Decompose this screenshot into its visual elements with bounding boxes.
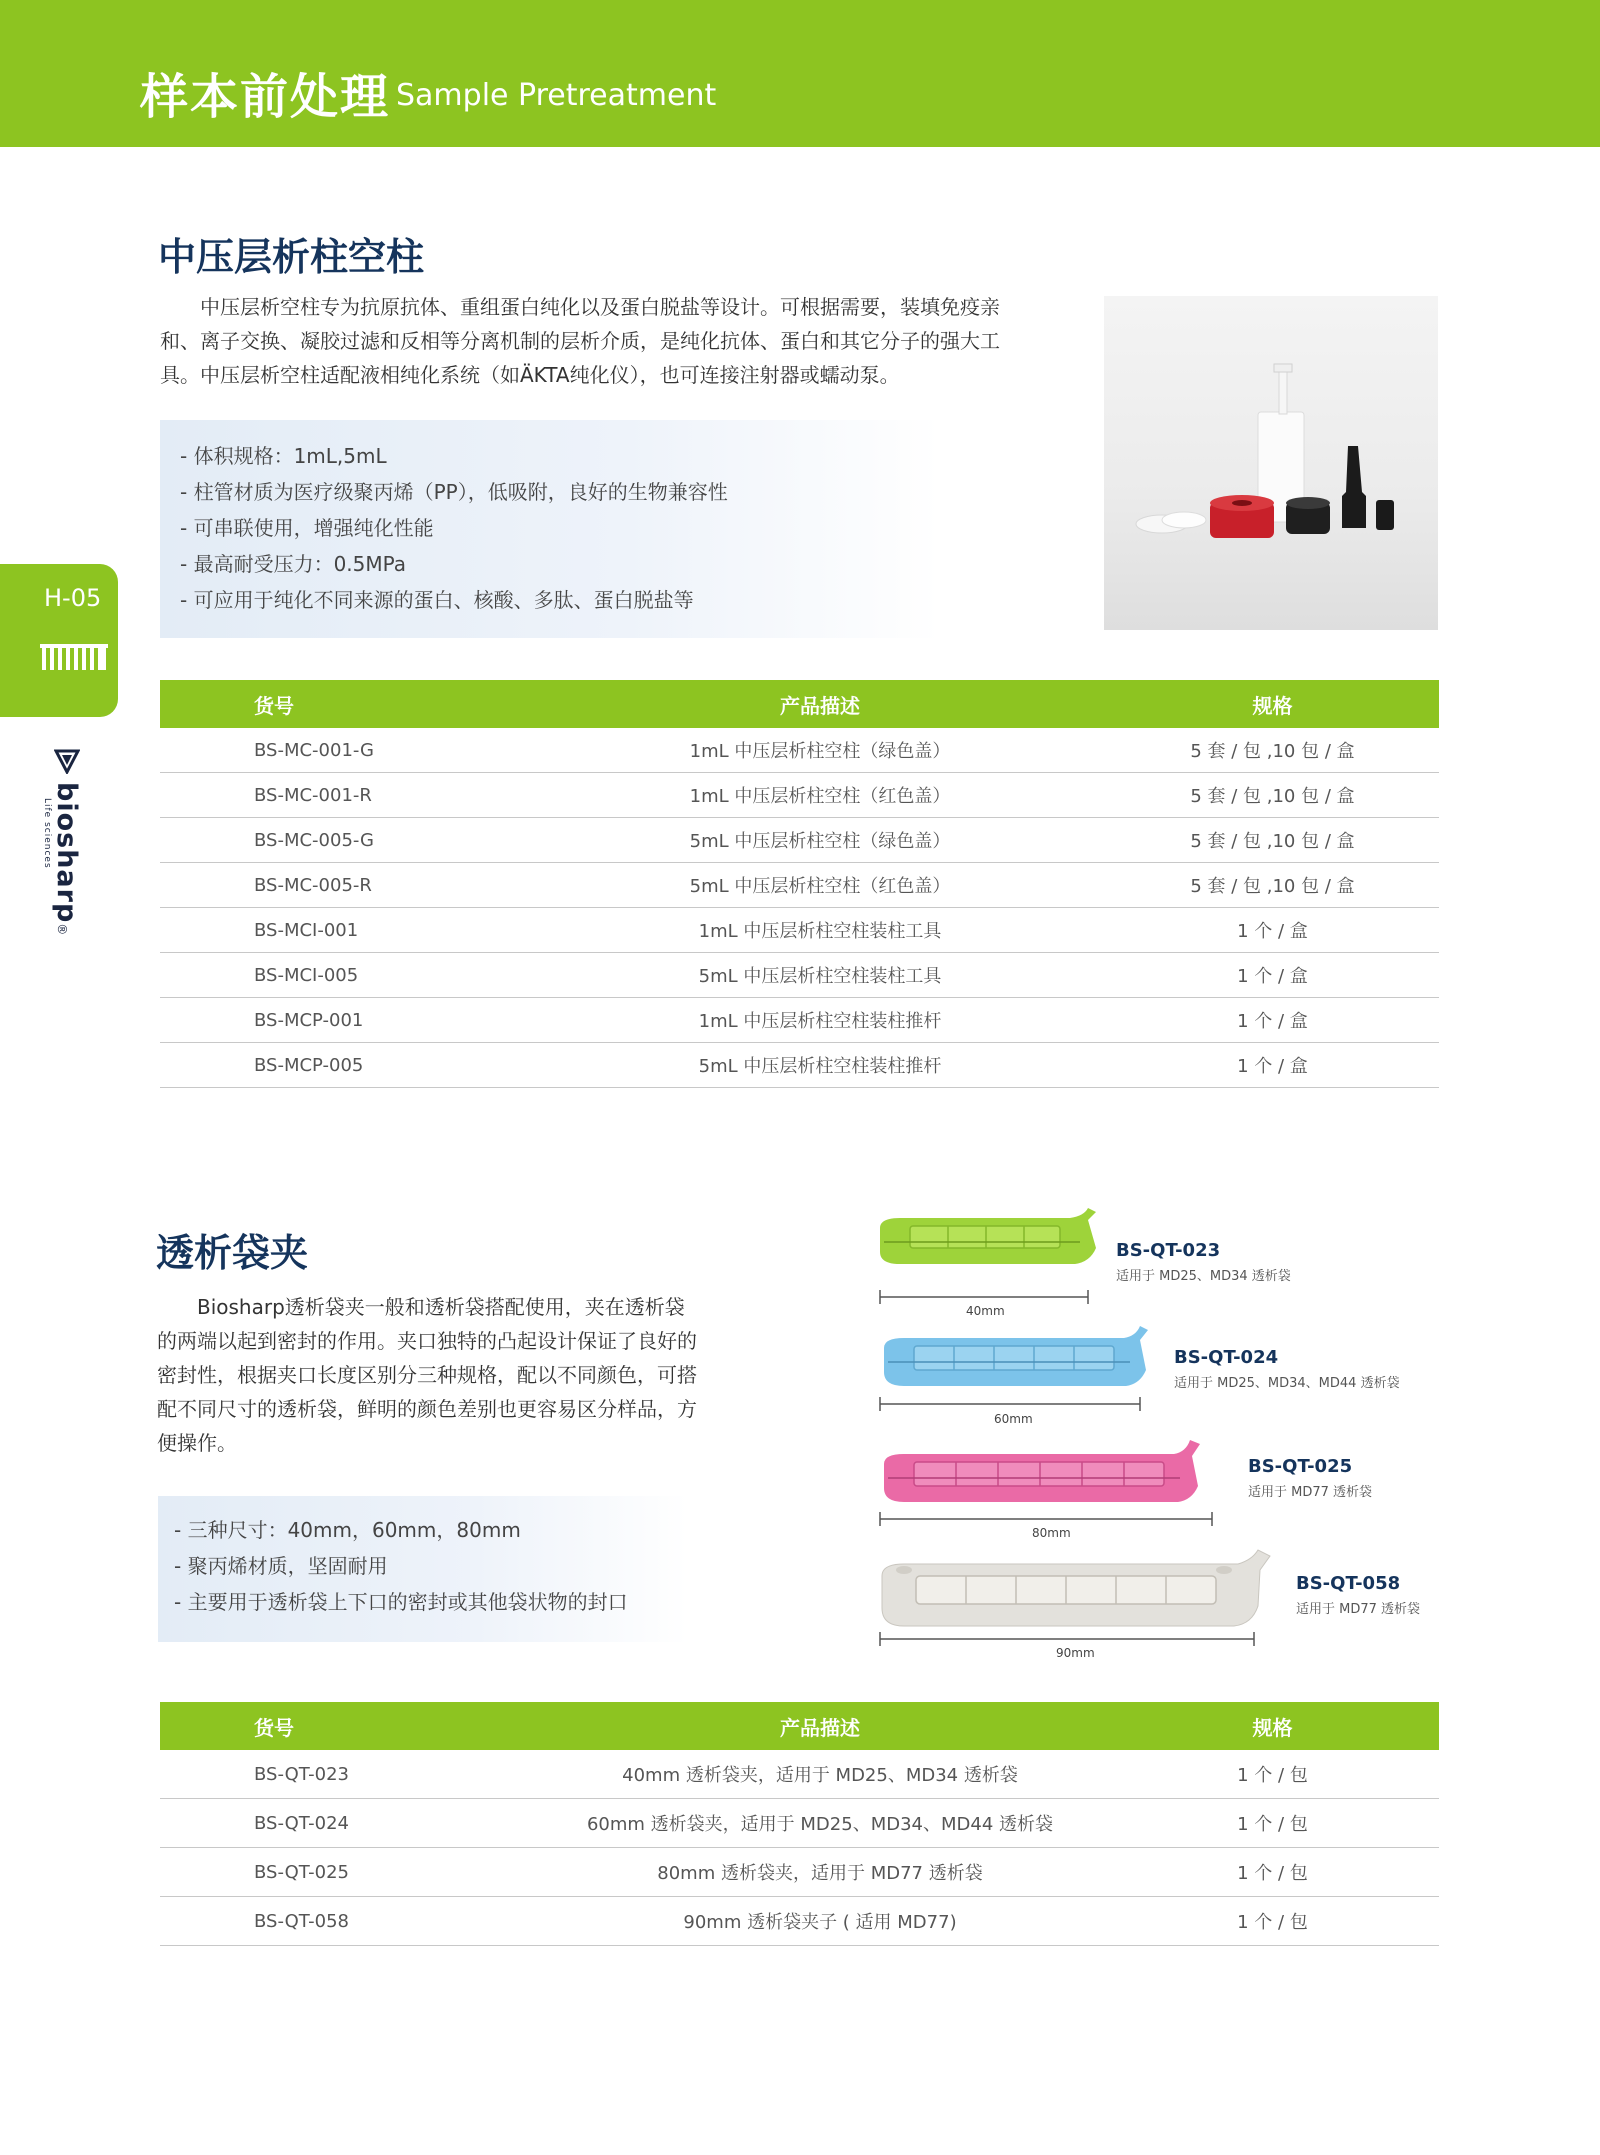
section-intro-clips — [157, 1290, 697, 1460]
cell-spec: 1 个 / 包 — [1106, 1897, 1439, 1946]
clip-code: BS-QT-058 — [1296, 1573, 1401, 1594]
table-row — [160, 1799, 1439, 1848]
clip-usage: 适用于 MD77 透析袋 — [1248, 1485, 1373, 1500]
cell-description: 1mL 中压层析柱空柱装柱推杆 — [534, 998, 1106, 1043]
feature-item: - 最高耐受压力：0.5MPa — [180, 552, 407, 576]
brand-name: biosharp — [51, 782, 82, 924]
clip-label-058 — [1296, 1573, 1420, 1617]
clip-illustration-60mm — [874, 1326, 1154, 1390]
cell-description: 5mL 中压层析柱空柱装柱工具 — [534, 953, 1106, 998]
clip-label-024 — [1174, 1347, 1400, 1391]
header-band — [0, 0, 1600, 147]
intro-text: 中压层析空柱专为抗原抗体、重组蛋白纯化以及蛋白脱盐等设计。可根据需要，装填免疫亲和、离子交换、凝胶过滤和反相等分离机制的层析介质，是纯化抗体、蛋白和其它分子的强大工具。中压层析空柱适配液相纯化系统（如ÄKTA纯化仪），也可连接注射器或蠕动泵。 — [160, 295, 1000, 387]
table-row — [160, 1750, 1439, 1799]
dimension-label-40mm: 40mm — [966, 1304, 1005, 1318]
clip-usage: 适用于 MD25、MD34、MD44 透析袋 — [1174, 1376, 1400, 1391]
cell-code: BS-MCI-005 — [160, 953, 534, 998]
table-row — [160, 953, 1439, 998]
column-header-code: 货号 — [160, 1702, 534, 1750]
intro-text: Biosharp透析袋夹一般和透析袋搭配使用，夹在透析袋的两端以起到密封的作用。夹口独特的凸起设计保证了良好的密封性，根据夹口长度区别分三种规格，配以不同颜色，可搭配不同尺寸的透析袋，鲜明的颜色差别也更容易区分样品，方便操作。 — [157, 1295, 697, 1455]
cell-description: 5mL 中压层析柱空柱（红色盖） — [534, 863, 1106, 908]
cell-description: 80mm 透析袋夹，适用于 MD77 透析袋 — [534, 1848, 1106, 1897]
cell-description: 1mL 中压层析柱空柱（绿色盖） — [534, 728, 1106, 773]
clip-usage: 适用于 MD77 透析袋 — [1296, 1602, 1421, 1617]
table-row — [160, 863, 1439, 908]
table-row — [160, 1897, 1439, 1946]
cell-code: BS-MCP-005 — [160, 1043, 534, 1088]
brand-logo — [42, 748, 88, 936]
table-row — [160, 773, 1439, 818]
column-header-code: 货号 — [160, 680, 534, 728]
feature-item: - 聚丙烯材质，坚固耐用 — [174, 1554, 388, 1578]
dimension-bar-60mm — [878, 1397, 1168, 1411]
cell-code: BS-MCP-001 — [160, 998, 534, 1043]
cell-description: 5mL 中压层析柱空柱装柱推杆 — [534, 1043, 1106, 1088]
brand-registered: ® — [55, 923, 69, 936]
feature-item: - 可串联使用，增强纯化性能 — [180, 516, 434, 540]
clip-usage: 适用于 MD25、MD34 透析袋 — [1116, 1269, 1291, 1284]
column-header-spec: 规格 — [1106, 680, 1439, 728]
cell-code: BS-MCI-001 — [160, 908, 534, 953]
feature-box-clips — [158, 1496, 688, 1642]
clip-label-023 — [1116, 1240, 1291, 1284]
cell-description: 1mL 中压层析柱空柱装柱工具 — [534, 908, 1106, 953]
page-title: 样本前处理 — [140, 69, 391, 125]
column-parts-illustration — [1104, 296, 1438, 630]
cell-spec: 5 套 / 包 ,10 包 / 盒 — [1106, 773, 1439, 818]
table-row — [160, 728, 1439, 773]
dimension-label-90mm: 90mm — [1056, 1646, 1095, 1660]
clip-illustration-80mm — [874, 1440, 1214, 1506]
table-row — [160, 1848, 1439, 1897]
table-row — [160, 1043, 1439, 1088]
cell-description: 40mm 透析袋夹，适用于 MD25、MD34 透析袋 — [534, 1750, 1106, 1799]
cell-spec: 5 套 / 包 ,10 包 / 盒 — [1106, 728, 1439, 773]
brand-tagline: Life sciences — [42, 798, 52, 869]
feature-list — [160, 420, 940, 618]
column-product-photo — [1104, 296, 1438, 630]
table-header-row — [160, 1702, 1439, 1750]
section-title-columns: 中压层析柱空柱 — [158, 235, 425, 279]
clip-label-025 — [1248, 1456, 1372, 1500]
columns-spec-table — [160, 680, 1439, 1088]
cell-spec: 5 套 / 包 ,10 包 / 盒 — [1106, 818, 1439, 863]
feature-list — [158, 1496, 688, 1620]
section-intro-columns — [160, 290, 1000, 392]
cell-code: BS-MC-005-G — [160, 818, 534, 863]
dimension-bar-80mm — [878, 1512, 1218, 1526]
feature-item: - 主要用于透析袋上下口的密封或其他袋状物的封口 — [174, 1590, 628, 1614]
clip-code: BS-QT-025 — [1248, 1456, 1353, 1477]
cell-spec: 1 个 / 盒 — [1106, 998, 1439, 1043]
cell-code: BS-QT-024 — [160, 1799, 534, 1848]
cell-code: BS-MC-001-R — [160, 773, 534, 818]
table-row — [160, 908, 1439, 953]
biosharp-logo-icon — [54, 748, 80, 774]
cell-spec: 1 个 / 盒 — [1106, 1043, 1439, 1088]
clip-code: BS-QT-024 — [1174, 1347, 1279, 1368]
cell-spec: 1 个 / 盒 — [1106, 908, 1439, 953]
page-side-tab — [0, 564, 118, 717]
table-row — [160, 998, 1439, 1043]
cell-code: BS-QT-023 — [160, 1750, 534, 1799]
cell-description: 90mm 透析袋夹子 ( 适用 MD77) — [534, 1897, 1106, 1946]
table-row — [160, 818, 1439, 863]
cell-code: BS-MC-001-G — [160, 728, 534, 773]
clip-illustration-90mm — [868, 1546, 1298, 1632]
test-tube-rack-icon — [40, 642, 108, 672]
feature-box-columns — [160, 420, 940, 638]
feature-item: - 可应用于纯化不同来源的蛋白、核酸、多肽、蛋白脱盐等 — [180, 588, 694, 612]
cell-description: 5mL 中压层析柱空柱（绿色盖） — [534, 818, 1106, 863]
cell-code: BS-QT-025 — [160, 1848, 534, 1897]
cell-code: BS-QT-058 — [160, 1897, 534, 1946]
feature-item: - 三种尺寸：40mm，60mm，80mm — [174, 1518, 521, 1542]
cell-description: 60mm 透析袋夹，适用于 MD25、MD34、MD44 透析袋 — [534, 1799, 1106, 1848]
feature-item: - 体积规格：1mL,5mL — [180, 444, 387, 468]
cell-spec: 5 套 / 包 ,10 包 / 盒 — [1106, 863, 1439, 908]
clip-code: BS-QT-023 — [1116, 1240, 1221, 1261]
clips-spec-table — [160, 1702, 1439, 1946]
page-code: H-05 — [44, 584, 102, 612]
section-title-clips: 透析袋夹 — [156, 1231, 309, 1275]
column-header-description: 产品描述 — [534, 1702, 1106, 1750]
dimension-label-60mm: 60mm — [994, 1412, 1033, 1426]
column-header-description: 产品描述 — [534, 680, 1106, 728]
column-header-spec: 规格 — [1106, 1702, 1439, 1750]
cell-spec: 1 个 / 盒 — [1106, 953, 1439, 998]
dimension-bar-90mm — [878, 1632, 1258, 1646]
dimension-bar-40mm — [878, 1290, 1118, 1304]
table-header-row — [160, 680, 1439, 728]
dimension-label-80mm: 80mm — [1032, 1526, 1071, 1540]
page-subtitle: Sample Pretreatment — [396, 78, 717, 113]
cell-spec: 1 个 / 包 — [1106, 1799, 1439, 1848]
cell-spec: 1 个 / 包 — [1106, 1750, 1439, 1799]
cell-spec: 1 个 / 包 — [1106, 1848, 1439, 1897]
feature-item: - 柱管材质为医疗级聚丙烯（PP），低吸附，良好的生物兼容性 — [180, 480, 728, 504]
cell-description: 1mL 中压层析柱空柱（红色盖） — [534, 773, 1106, 818]
cell-code: BS-MC-005-R — [160, 863, 534, 908]
